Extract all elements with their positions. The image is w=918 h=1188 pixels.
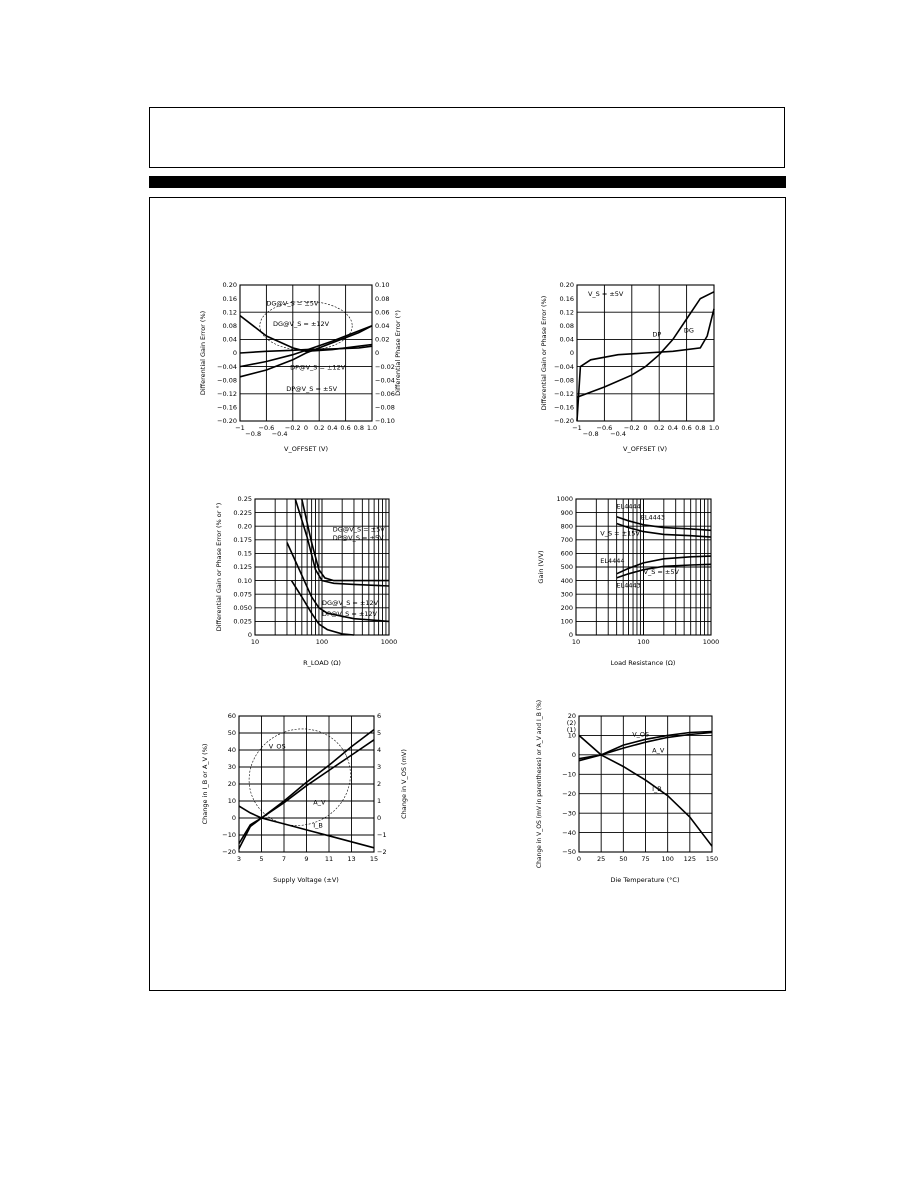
- chart-6-ytick-label: −40: [562, 828, 576, 837]
- chart-2-ytick-label: 0.20: [559, 281, 574, 290]
- chart-1-xtick-label: −0.6: [258, 424, 275, 432]
- chart-4-annotation: V_S = ±15V: [600, 529, 640, 538]
- chart-5-ytick-right-label: −2: [377, 848, 387, 857]
- chart-3-ytick-label: 0.175: [233, 536, 252, 544]
- chart-2-ytick-label: −0.20: [554, 417, 574, 426]
- chart-3-ytick-label: 0.10: [237, 576, 252, 585]
- chart-1-xlabel: V_OFFSET (V): [284, 445, 328, 453]
- chart-5-xlabel: Supply Voltage (±V): [273, 876, 339, 884]
- chart-1-ytick-right-label: 0.04: [375, 322, 390, 330]
- chart-1-ytick-right-label: −0.06: [375, 390, 395, 398]
- chart-3-annotation: DP@V_S = ±12V: [322, 609, 377, 618]
- chart-4-ylabel: Gain (V/V): [537, 550, 545, 584]
- chart-1-ytick-label: 0.04: [222, 335, 237, 344]
- chart-6-xtick-label: 100: [661, 855, 674, 863]
- chart-1-ytick-label: 0.08: [222, 322, 237, 330]
- chart-1-ytick-label: −0.16: [217, 403, 237, 412]
- chart-5-ytick-right-label: 0: [377, 814, 382, 823]
- chart-1-ylabel-right: Differential Phase Error (°): [394, 310, 402, 396]
- chart-dg-dp-vs-offset-1: [195, 278, 405, 458]
- chart-2-xtick-label: 0.6: [681, 424, 692, 432]
- chart-1-xtick-label: 0.8: [353, 424, 364, 432]
- chart-1-xtick-label: −1: [235, 424, 245, 432]
- chart-4-ytick-label: 600: [560, 549, 573, 558]
- chart-5-xtick-label: 15: [369, 855, 379, 863]
- chart-6-ytick-label: −50: [562, 848, 576, 857]
- chart-2-xtick-label: −0.8: [582, 430, 599, 438]
- chart-2-ylabel: Differential Gain or Phase Error (%): [540, 295, 548, 411]
- chart-2-ytick-label: 0.08: [559, 322, 574, 330]
- chart-3-annotation: DG@V_S = ±5V: [332, 525, 385, 534]
- chart-5-ytick-label: 0: [231, 814, 236, 823]
- chart-4-ytick-label: 500: [560, 563, 573, 572]
- chart-5-ytick-label: −20: [222, 848, 236, 857]
- chart-2-xtick-label: 0.8: [695, 424, 706, 432]
- chart-2-ytick-label: −0.12: [554, 390, 574, 398]
- chart-1-xtick-label: −0.2: [284, 424, 301, 432]
- chart-1-ytick-right-label: −0.02: [375, 362, 395, 371]
- chart-1-xtick-label: 0.4: [327, 424, 338, 432]
- chart-4-ytick-label: 700: [560, 536, 573, 544]
- chart-3-ytick-label: 0: [247, 631, 252, 640]
- chart-1-xtick-label: −0.8: [245, 430, 262, 438]
- chart-change-vs-die-temperature: [534, 699, 724, 890]
- chart-1-annotation: DP@V_S = ±5V: [286, 385, 338, 394]
- chart-1-xtick-label: 0.2: [314, 424, 325, 432]
- chart-5-ytick-right-label: 2: [377, 780, 382, 789]
- chart-1-ytick-label: −0.04: [217, 362, 237, 371]
- chart-5-ytick-label: 10: [227, 797, 236, 806]
- chart-4-ytick-label: 400: [560, 576, 573, 585]
- chart-2-series-dp: [577, 289, 714, 397]
- chart-1-xtick-label: −0.4: [271, 430, 288, 438]
- chart-6-xtick-label: 0: [576, 855, 582, 863]
- chart-6-ytick-label: 20: [567, 712, 576, 721]
- chart-3-ytick-label: 0.025: [233, 617, 252, 626]
- chart-2-ytick-label: 0: [569, 349, 574, 358]
- chart-5-xtick-label: 7: [281, 855, 287, 863]
- chart-3-ytick-label: 0.050: [233, 604, 252, 612]
- chart-1-ytick-right-label: −0.04: [375, 376, 395, 385]
- chart-6-xlabel: Die Temperature (°C): [610, 876, 680, 884]
- chart-5-ylabel: Change in I_B or A_V (%): [201, 743, 209, 825]
- chart-4-annotation: V_S = ±5V: [643, 567, 679, 576]
- chart-change-vs-supply-voltage: [198, 710, 413, 890]
- chart-4-xlabel: Load Resistance (Ω): [610, 659, 676, 667]
- chart-gain-vs-load-resistance: [534, 493, 724, 673]
- chart-6-xtick-label: 125: [683, 855, 697, 863]
- chart-6-ytick-extra-label: (1): [566, 726, 576, 734]
- chart-5-annotation: V_OS: [268, 742, 286, 751]
- chart-2-xtick-label: 0.4: [667, 424, 679, 432]
- chart-2-xtick-label: −0.2: [623, 424, 640, 432]
- chart-4-annotation: EL4444: [600, 556, 625, 565]
- chart-6-ylabel: Change in V_OS (mV in parentheses) or A_V and I_B (%): [536, 699, 543, 869]
- chart-1-xtick-label: 0.6: [340, 424, 351, 432]
- chart-4-ytick-label: 300: [560, 590, 573, 599]
- chart-dg-dp-vs-rload: [212, 493, 402, 673]
- chart-3-ytick-label: 0.225: [233, 508, 252, 517]
- chart-5-xtick-label: 9: [304, 855, 309, 863]
- chart-3-ytick-label: 0.25: [237, 495, 252, 504]
- chart-5-xtick-label: 3: [236, 855, 242, 863]
- chart-3-annotation: DP@V_S = ±5V: [332, 533, 384, 542]
- chart-1-ytick-label: −0.20: [217, 417, 237, 426]
- chart-1-ytick-right-label: −0.10: [375, 417, 395, 426]
- chart-dg-dp-vs-offset-2: [537, 278, 727, 458]
- chart-3-xtick-label: 1000: [380, 638, 398, 646]
- chart-6-xtick-label: 150: [705, 855, 719, 863]
- chart-1-ytick-label: 0.12: [222, 308, 237, 317]
- chart-2-xtick-label: 0.2: [654, 424, 665, 432]
- chart-1-ytick-right-label: 0: [375, 349, 380, 358]
- chart-6-xtick-label: 75: [641, 855, 650, 863]
- chart-5-ytick-right-label: −1: [377, 831, 387, 840]
- chart-3-annotation: DG@V_S = ±12V: [322, 599, 379, 608]
- chart-3-ytick-label: 0.20: [237, 522, 252, 531]
- chart-4-annotation: EL4444: [616, 502, 641, 511]
- chart-1-annotation: DG@V_S = ±12V: [273, 319, 330, 328]
- chart-5-xtick-label: 13: [347, 855, 356, 863]
- chart-6-ytick-label: 10: [567, 731, 576, 740]
- chart-2-xtick-label: 0: [643, 424, 648, 432]
- chart-5-ytick-label: −10: [222, 831, 236, 840]
- chart-6-ytick-label: −20: [562, 789, 576, 798]
- chart-5-ytick-label: 50: [227, 729, 236, 738]
- chart-4-ytick-label: 900: [560, 508, 573, 517]
- chart-2-xlabel: V_OFFSET (V): [623, 445, 667, 453]
- chart-4-xtick-label: 1000: [702, 638, 720, 646]
- chart-3-ytick-label: 0.125: [233, 563, 252, 572]
- chart-6-ytick-label: −10: [562, 770, 576, 779]
- chart-5-ylabel-right: Change in V_OS (mV): [400, 749, 408, 819]
- chart-6-ytick-label: −30: [562, 809, 576, 818]
- chart-1-ytick-right-label: 0.10: [375, 281, 390, 290]
- chart-2-ytick-label: −0.08: [554, 376, 574, 385]
- chart-3-xtick-label: 100: [315, 638, 329, 646]
- chart-1-ytick-right-label: 0.02: [375, 335, 390, 344]
- chart-2-xtick-label: −0.6: [596, 424, 613, 432]
- chart-5-ytick-right-label: 1: [377, 797, 382, 806]
- chart-3-xtick-label: 10: [250, 638, 260, 646]
- chart-1-ylabel: Differential Gain Error (%): [199, 310, 207, 396]
- chart-1-ytick-right-label: 0.06: [375, 308, 390, 317]
- chart-5-xtick-label: 5: [259, 855, 264, 863]
- chart-5-ytick-label: 30: [227, 763, 236, 772]
- chart-5-ytick-label: 40: [227, 746, 236, 755]
- chart-4-ytick-label: 200: [560, 604, 573, 612]
- chart-2-ytick-label: −0.04: [554, 362, 574, 371]
- chart-2-annotation: V_S = ±5V: [587, 289, 624, 298]
- chart-3-ylabel: Differential Gain or Phase Error (% or °): [215, 502, 223, 632]
- chart-4-annotation: EL4443: [640, 513, 666, 522]
- chart-2-xtick-label: −1: [572, 424, 582, 432]
- chart-4-ytick-label: 0: [568, 631, 573, 640]
- header-box: [149, 107, 785, 168]
- chart-1-xtick-label: 0: [303, 424, 309, 432]
- chart-4-ytick-label: 800: [560, 522, 573, 531]
- chart-3-ytick-label: 0.15: [237, 549, 252, 558]
- title-bar: [149, 176, 786, 188]
- chart-2-ytick-label: 0.04: [559, 335, 574, 344]
- chart-1-ytick-label: 0.20: [222, 281, 237, 290]
- chart-1-annotation: DP@V_S = ±12V: [290, 363, 346, 372]
- chart-5-annotation: A_V: [313, 798, 326, 807]
- chart-6-annotation: I_B: [652, 784, 662, 793]
- chart-4-ytick-label: 1000: [556, 495, 573, 504]
- chart-5-annotation: I_B: [313, 821, 323, 830]
- chart-5-ytick-right-label: 4: [377, 746, 382, 755]
- chart-5-ytick-right-label: 3: [377, 763, 382, 772]
- chart-1-ytick-right-label: −0.08: [375, 403, 395, 412]
- chart-6-ytick-label: 0: [571, 751, 576, 760]
- chart-4-xtick-label: 10: [571, 638, 581, 646]
- chart-5-ytick-label: 20: [227, 780, 236, 789]
- chart-2-xtick-label: −0.4: [610, 430, 626, 438]
- chart-5-ytick-right-label: 6: [377, 712, 382, 721]
- chart-6-annotation: A_V: [652, 746, 665, 755]
- chart-3-xlabel: R_LOAD (Ω): [303, 659, 341, 667]
- chart-4-xtick-label: 100: [637, 638, 650, 646]
- chart-1-ytick-label: 0: [232, 349, 237, 358]
- chart-2-ytick-label: −0.16: [554, 403, 574, 412]
- chart-2-ytick-label: 0.12: [559, 308, 574, 317]
- chart-1-ytick-right-label: 0.08: [375, 294, 390, 303]
- chart-2-annotation: DP: [652, 330, 662, 339]
- chart-2-ytick-label: 0.16: [559, 294, 574, 303]
- chart-2-xtick-label: 1.0: [708, 424, 720, 432]
- chart-6-annotation: V_OS: [632, 730, 650, 739]
- chart-4-annotation: EL4443: [616, 581, 641, 590]
- chart-5-ytick-label: 60: [227, 712, 236, 721]
- chart-1-ytick-label: 0.16: [222, 294, 237, 303]
- chart-6-ytick-extra-label: (2): [566, 719, 576, 727]
- chart-5-ytick-right-label: 5: [377, 729, 382, 738]
- chart-6-xtick-label: 50: [619, 855, 628, 863]
- chart-1-ytick-label: −0.08: [217, 376, 237, 385]
- chart-1-ytick-label: −0.12: [217, 390, 237, 398]
- chart-1-xtick-label: 1.0: [366, 424, 378, 432]
- chart-6-xtick-label: 25: [597, 855, 606, 863]
- chart-2-annotation: DG: [683, 326, 694, 335]
- chart-5-xtick-label: 11: [324, 855, 334, 863]
- chart-1-series-dp-v-s-12v: [240, 326, 372, 367]
- chart-3-ytick-label: 0.075: [233, 590, 252, 599]
- chart-1-annotation: DG@V_S = ±5V: [266, 299, 319, 308]
- chart-4-ytick-label: 100: [560, 617, 573, 626]
